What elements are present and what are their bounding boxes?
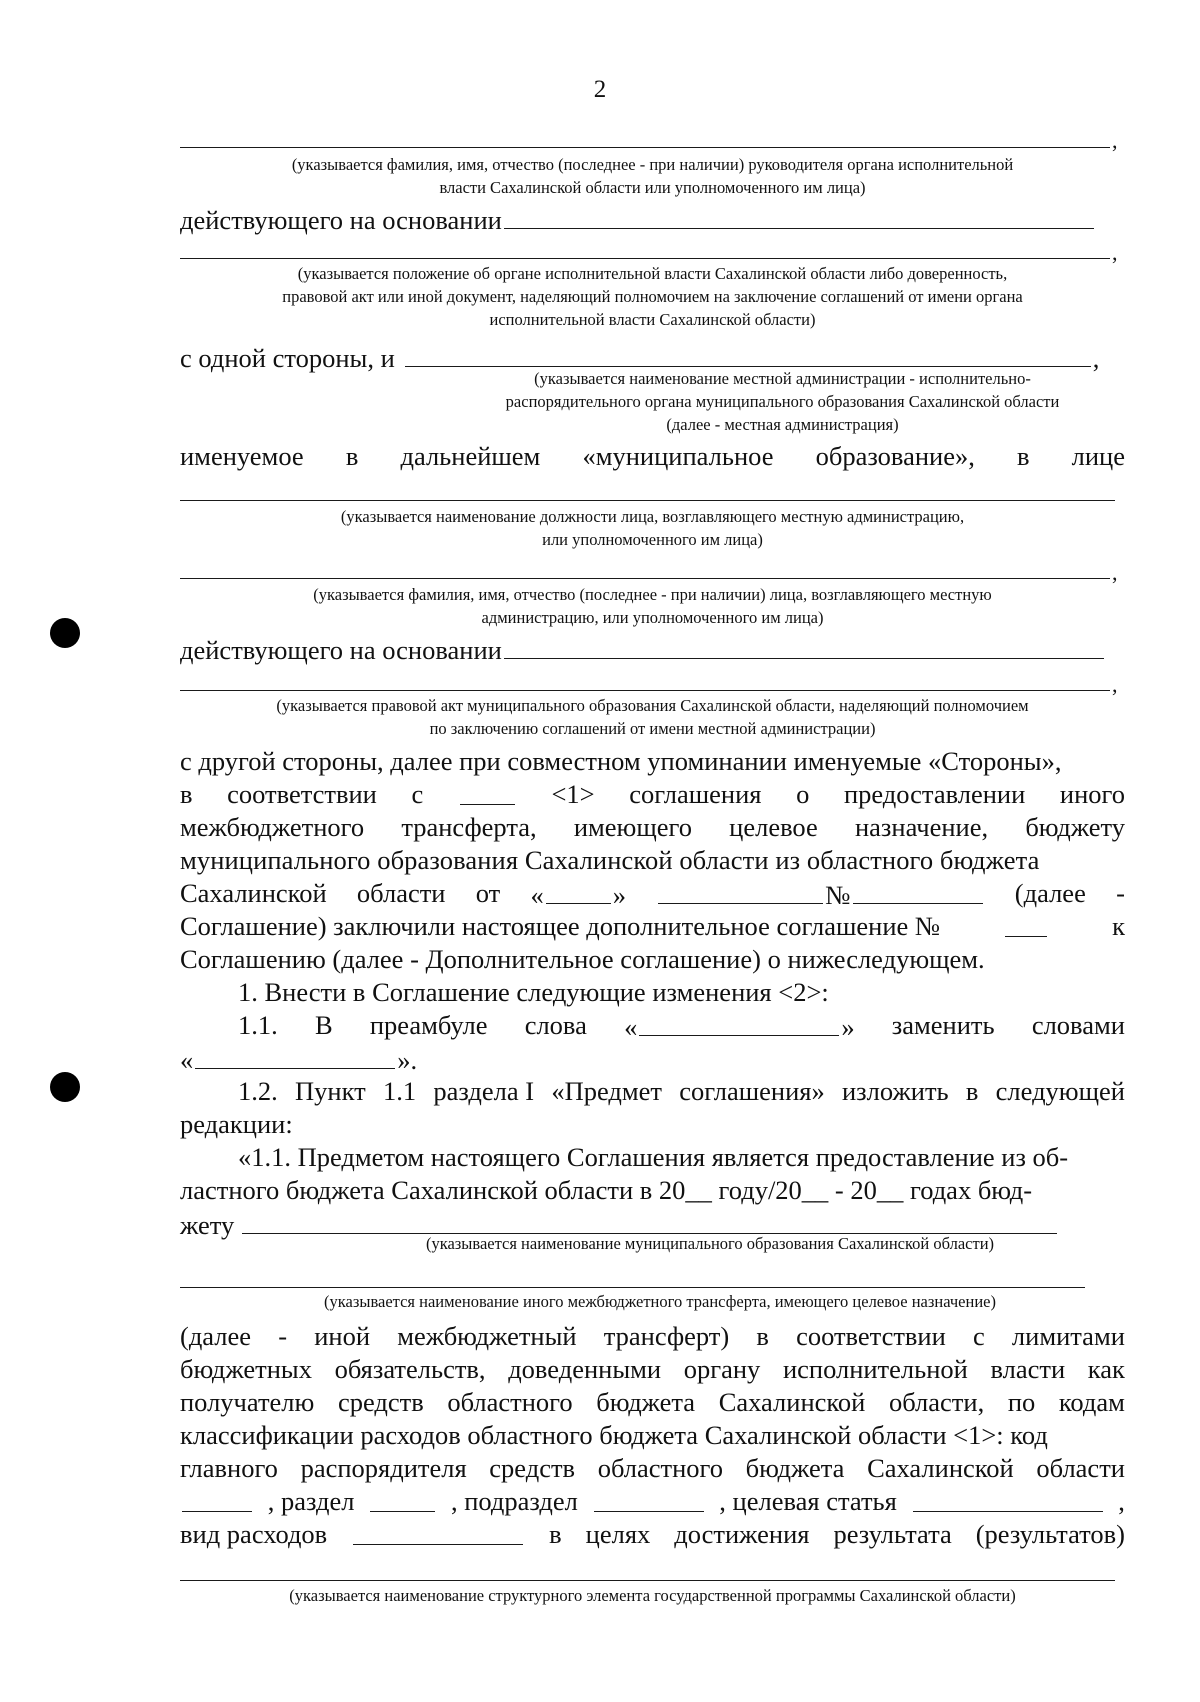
fill-blank-day [546,877,611,904]
page-number: 2 [593,76,607,103]
fill-blank-new-words [195,1042,395,1069]
acting-basis-line-1: действующего на основании [180,202,1125,236]
paragraph-line-5: Сахалинской области от « » № (далее - [180,878,1125,910]
rest-line-7: вид расходов в целях достижения результата (результатов) [180,1519,1125,1549]
comma: , [1112,128,1118,153]
fill-blank-target-article [913,1485,1103,1512]
quote-line-1: «1.1. Предметом настоящего Соглашения является предоставление из об- [238,1142,1069,1172]
fill-line-local-head-name [180,578,1110,579]
fill-line-basis-doc [180,258,1110,259]
rest-line-5: главного распорядителя средств областного бюджета Сахалинской области [180,1453,1125,1483]
quote-line-3: жету [180,1207,1125,1241]
fill-blank-gr-code [182,1485,252,1512]
fill-blank-agreement-type [460,778,515,805]
punch-hole-bottom [50,1072,80,1102]
fill-line-transfer-name [180,1287,1085,1288]
quote-line-2: ластного бюджета Сахалинской области в 20__ году/20__ - 20__ годах бюд- [180,1175,1033,1205]
caption-transfer-name: (указывается наименование иного межбюджетного трансферта, имеющего целевое назначение) [324,1292,996,1311]
fill-line-program-element [180,1580,1115,1581]
caption-position: (указывается наименование должности лица, возглавляющего местную администрацию, или уполномоченного им лица) [340,507,965,549]
caption-program-element: (указывается наименование структурного элемента государственной программы Сахалинской области) [289,1586,1016,1605]
comma: , [1112,240,1118,265]
comma: , [1112,672,1118,697]
fill-blank-old-words [639,1009,839,1036]
named-municipality-line: именуемое в дальнейшем «муниципальное образование», в лице [180,441,1125,471]
caption-basis-doc: (указывается положение об органе исполнительной власти Сахалинской области либо доверенность, правовой акт или иной документ, наделяющий полномочием на заключение соглашений от имени органа исполнительной власти Сахалинской области) [282,264,1023,329]
caption-legal-act: (указывается правовой акт муниципального образования Сахалинской области, наделяющий полномочием по заключению соглашений от имени местной администрации) [276,696,1029,738]
rest-line-2: бюджетных обязательств, доведенными органу исполнительной власти как [180,1354,1125,1384]
one-side-line: с одной стороны, и , [180,340,1125,374]
fill-blank-acting-basis-1 [504,202,1094,229]
acting-basis-line-2: действующего на основании [180,632,1125,666]
fill-blank-local-admin [405,340,1091,367]
fill-blank-supplementary-number [1005,910,1047,937]
rest-line-3: получателю средств областного бюджета Сахалинской области, по кодам [180,1387,1125,1417]
fill-blank-municipality-name [242,1207,1057,1234]
item-1: 1. Внести в Соглашение следующие изменения <2>: [238,977,829,1007]
fill-blank-expense-type [353,1518,523,1545]
rest-line-6: , раздел , подраздел , целевая статья , [180,1485,1125,1517]
item-1-1-line-1: 1.1. В преамбуле слова « » заменить словами [238,1010,1125,1042]
caption-local-head-name: (указывается фамилия, имя, отчество (последнее - при наличии) лица, возглавляющего местную администрацию, или уполномоченного им лица) [313,585,992,627]
caption-head-name: (указывается фамилия, имя, отчество (последнее - при наличии) руководителя органа исполнительной власти Сахалинской области или уполномоченного им лица) [291,155,1014,197]
paragraph-line-3: межбюджетного трансферта, имеющего целевое назначение, бюджету [180,812,1125,842]
item-1-2-line-1: 1.2. Пункт 1.1 раздела I «Предмет соглашения» изложить в следующей [238,1076,1125,1106]
punch-hole-top [50,618,80,648]
fill-blank-subsection [594,1485,704,1512]
item-1-2-line-2: редакции: [180,1109,293,1139]
caption-local-admin: (указывается наименование местной администрации - исполнительно- распорядительного органа муниципального образования Сахалинской области (далее - местная администрация) [505,369,1060,434]
paragraph-line-4: муниципального образования Сахалинской области из областного бюджета [180,845,1040,875]
fill-blank-agreement-number [853,877,983,904]
fill-line-position [180,500,1115,501]
fill-blank-acting-basis-2 [504,632,1104,659]
comma: , [1112,560,1118,585]
paragraph-line-6: Соглашение) заключили настоящее дополнительное соглашение № к [180,911,1125,941]
paragraph-other-side: с другой стороны, далее при совместном упоминании именуемые «Стороны», [180,746,1062,776]
fill-line-head-name [180,147,1110,148]
item-1-1-line-2: « ». [180,1042,1125,1076]
paragraph-line-2: в соответствии с <1> соглашения о предоставлении иного [180,779,1125,809]
rest-line-1: (далее - иной межбюджетный трансферт) в соответствии с лимитами [180,1321,1125,1351]
fill-blank-section [370,1485,435,1512]
fill-blank-date [658,877,823,904]
caption-municipality-name: (указывается наименование муниципального образования Сахалинской области) [425,1234,995,1253]
paragraph-line-7: Соглашению (далее - Дополнительное соглашение) о нижеследующем. [180,944,985,974]
rest-line-4: классификации расходов областного бюджета Сахалинской области <1>: код [180,1420,1048,1450]
fill-line-legal-act [180,690,1110,691]
